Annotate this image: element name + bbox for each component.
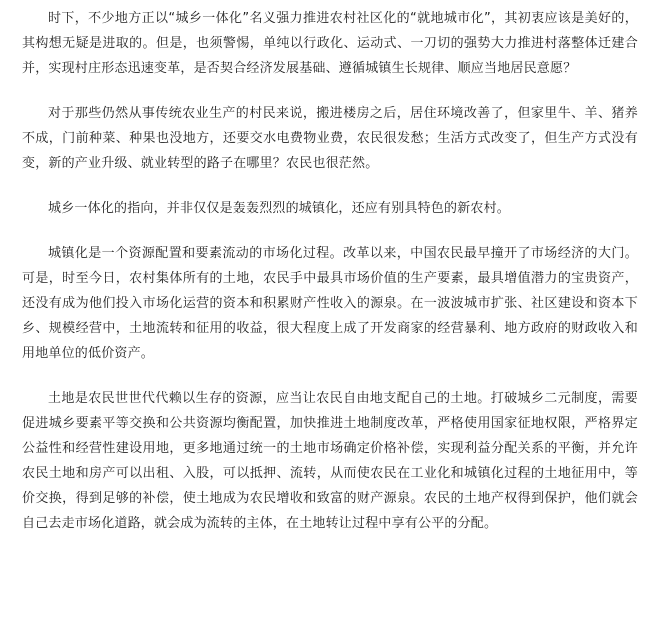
paragraph-2: 对于那些仍然从事传统农业生产的村民来说，搬进楼房之后，居住环境改善了，但家里牛、羊、猪养不成，门前种菜、种果也没地方，还要交水电费物业费，农民很发愁；生活方式改变了，但生产方式没有变，新的产业升级、就业转型的路子在哪里？农民也很茫然。 xyxy=(22,106,638,171)
paragraph-4: 城镇化是一个资源配置和要素流动的市场化过程。改革以来，中国农民最早撞开了市场经济的大门。可是，时至今日，农村集体所有的土地，农民手中最具市场价值的生产要素，最具增值潜力的宝贵资产，还没有成为他们投入市场化运营的资本和积累财产性收入的源泉。在一波波城市扩张、社区建设和资本下乡、规模经营中，土地流转和征用的收益，很大程度上成了开发商家的经营暴利、地方政府的财政收入和用地单位的低价资产。 xyxy=(22,246,638,361)
paragraph-5: 土地是农民世世代代赖以生存的资源，应当让农民自由地支配自己的土地。打破城乡二元制度，需要促进城乡要素平等交换和公共资源均衡配置，加快推进土地制度改革，严格使用国家征地权限，严格界定公益性和经营性建设用地，更多地通过统一的土地市场确定价格补偿，实现利益分配关系的平衡，并允许农民土地和房产可以出租、入股，可以抵押、流转，从而使农民在工业化和城镇化过程的土地征用中，等价交换，得到足够的补偿，使土地成为农民增收和致富的财产源泉。农民的土地产权得到保护，他们就会自己去走市场化道路，就会成为流转的主体，在土地转让过程中享有公平的分配。 xyxy=(22,391,638,531)
paragraph-3: 城乡一体化的指向，并非仅仅是轰轰烈烈的城镇化，还应有别具特色的新农村。 xyxy=(48,201,511,216)
paragraph-1: 时下，不少地方正以“城乡一体化”名义强力推进农村社区化的“就地城市化”，其初衷应该是美好的，其构想无疑是进取的。但是，也须警惕，单纯以行政化、运动式、一刀切的强势大力推进村落整体迁建合并，实现村庄形态迅速变革，是否契合经济发展基础、遵循城镇生长规律、顺应当地居民意愿？ xyxy=(22,11,638,76)
